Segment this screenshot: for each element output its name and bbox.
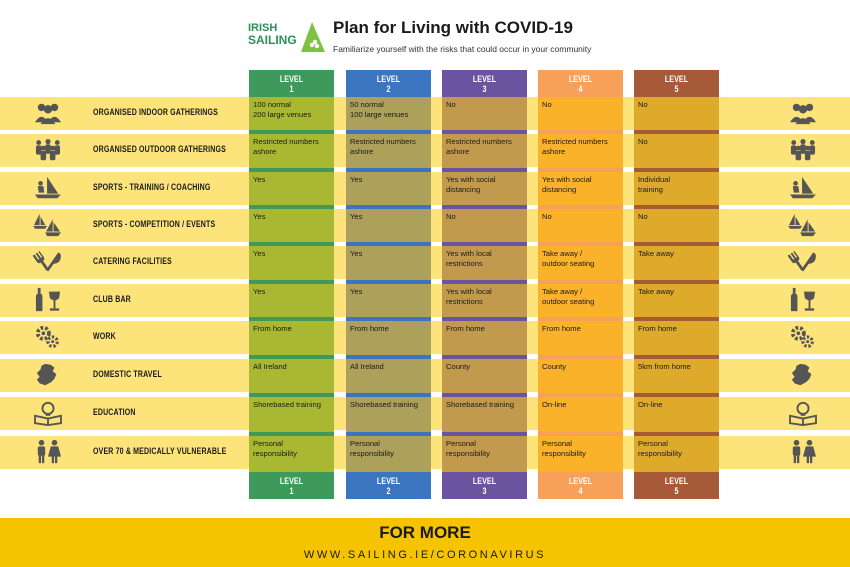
table-cell bbox=[346, 436, 431, 469]
row-label: DOMESTIC TRAVEL bbox=[93, 369, 162, 379]
level-label: LEVEL bbox=[279, 476, 304, 486]
cell-line: Shorebased training bbox=[350, 400, 418, 409]
level-number: 3 bbox=[482, 486, 487, 496]
cell-line: Yes bbox=[253, 249, 266, 258]
sailing-person-icon bbox=[786, 175, 820, 201]
row-label: OVER 70 & MEDICALLY VULNERABLE bbox=[93, 446, 227, 456]
table-cell bbox=[634, 397, 719, 430]
cell-line: No bbox=[638, 212, 648, 221]
level-label: LEVEL bbox=[279, 74, 304, 84]
cell-line: Shorebased training bbox=[253, 400, 321, 409]
table-cell bbox=[346, 359, 431, 392]
cell-line: outdoor seating bbox=[542, 297, 595, 306]
table-cell bbox=[634, 97, 719, 130]
cell-line: Yes bbox=[350, 249, 363, 258]
level-label: LEVEL bbox=[472, 74, 497, 84]
logo-text-sailing: SAILING bbox=[248, 33, 297, 47]
table-cell bbox=[249, 284, 334, 317]
cell-line: Shorebased training bbox=[446, 400, 514, 409]
cell-line: Take away / bbox=[542, 249, 583, 258]
cell-line: Take away bbox=[638, 249, 674, 258]
table-cell bbox=[442, 436, 527, 469]
cell-line: ashore bbox=[253, 147, 277, 156]
cell-line: From home bbox=[638, 324, 677, 333]
cell-line: Personal bbox=[638, 439, 668, 448]
header-level-3 bbox=[442, 70, 527, 97]
sailboats-icon bbox=[786, 212, 820, 238]
cutlery-icon bbox=[786, 249, 820, 275]
table-cell bbox=[346, 246, 431, 279]
table-cell bbox=[634, 321, 719, 354]
wine-icon bbox=[786, 287, 820, 313]
table-cell bbox=[249, 359, 334, 392]
cell-line: On-line bbox=[542, 400, 567, 409]
table-cell bbox=[538, 97, 623, 130]
cell-line: From home bbox=[446, 324, 485, 333]
cell-line: Yes bbox=[350, 175, 363, 184]
table-cell bbox=[346, 134, 431, 167]
ireland-map-icon bbox=[31, 362, 65, 388]
cell-line: 100 normal bbox=[253, 100, 291, 109]
header-level-2 bbox=[346, 70, 431, 97]
table-cell bbox=[538, 284, 623, 317]
table-cell bbox=[442, 359, 527, 392]
table-cell bbox=[634, 284, 719, 317]
table-cell bbox=[538, 209, 623, 242]
crowd-icon bbox=[31, 137, 65, 163]
cell-line: From home bbox=[542, 324, 581, 333]
table-cell bbox=[538, 397, 623, 430]
level-number: 5 bbox=[674, 84, 679, 94]
table-cell bbox=[634, 172, 719, 205]
gears-icon bbox=[786, 324, 820, 350]
table-cell bbox=[442, 172, 527, 205]
cell-line: County bbox=[542, 362, 567, 371]
level-label: LEVEL bbox=[664, 74, 689, 84]
footer-level-3 bbox=[442, 472, 527, 499]
sailboats-icon bbox=[31, 212, 65, 238]
table-cell bbox=[249, 172, 334, 205]
cell-line: responsibility bbox=[446, 449, 490, 458]
cell-line: Take away / bbox=[542, 287, 583, 296]
table-cell bbox=[634, 246, 719, 279]
table-cell bbox=[346, 97, 431, 130]
logo-text-irish: IRISH bbox=[248, 22, 278, 34]
row-label: CATERING FACILITIES bbox=[93, 256, 172, 266]
cutlery-icon bbox=[31, 249, 65, 275]
website-link[interactable]: WWW.SAILING.IE/CORONAVIRUS bbox=[303, 549, 547, 561]
cell-line: Personal bbox=[350, 439, 380, 448]
cell-line: ashore bbox=[350, 147, 374, 156]
level-number: 4 bbox=[578, 84, 583, 94]
table-cell bbox=[634, 134, 719, 167]
level-number: 1 bbox=[289, 84, 294, 94]
table-cell bbox=[538, 359, 623, 392]
table-cell bbox=[538, 172, 623, 205]
header-level-5 bbox=[634, 70, 719, 97]
cell-line: Personal bbox=[542, 439, 572, 448]
footer-level-1 bbox=[249, 472, 334, 499]
cell-line: Yes with social bbox=[446, 175, 496, 184]
man-woman-icon bbox=[786, 439, 820, 465]
man-woman-icon bbox=[31, 439, 65, 465]
crowd-icon bbox=[786, 137, 820, 163]
row-label: CLUB BAR bbox=[93, 294, 131, 304]
row-label: ORGANISED OUTDOOR GATHERINGS bbox=[93, 144, 226, 154]
cell-line: outdoor seating bbox=[542, 259, 595, 268]
cell-line: 200 large venues bbox=[253, 110, 312, 119]
sail-logo-icon bbox=[300, 20, 326, 54]
cell-line: Take away bbox=[638, 287, 674, 296]
people-group-icon bbox=[786, 100, 820, 126]
book-bulb-icon bbox=[786, 400, 820, 426]
level-number: 1 bbox=[289, 486, 294, 496]
level-label: LEVEL bbox=[664, 476, 689, 486]
level-number: 5 bbox=[674, 486, 679, 496]
wine-icon bbox=[31, 287, 65, 313]
cell-line: Yes bbox=[253, 175, 266, 184]
cell-line: No bbox=[446, 100, 456, 109]
table-cell bbox=[538, 246, 623, 279]
cell-line: No bbox=[446, 212, 456, 221]
cell-line: Restricted numbers bbox=[350, 137, 416, 146]
table-cell bbox=[442, 209, 527, 242]
table-cell bbox=[346, 284, 431, 317]
level-number: 4 bbox=[578, 486, 583, 496]
cell-line: 100 large venues bbox=[350, 110, 409, 119]
level-label: LEVEL bbox=[376, 74, 401, 84]
table-cell bbox=[538, 321, 623, 354]
cell-line: Personal bbox=[446, 439, 476, 448]
table-cell bbox=[538, 134, 623, 167]
cell-line: 50 normal bbox=[350, 100, 384, 109]
irish-sailing-logo bbox=[248, 20, 328, 56]
gears-icon bbox=[31, 324, 65, 350]
cell-line: Yes with social bbox=[542, 175, 592, 184]
cell-line: Yes with local bbox=[446, 287, 492, 296]
cell-line: Restricted numbers bbox=[446, 137, 512, 146]
cell-line: ashore bbox=[446, 147, 470, 156]
page-title: Plan for Living with COVID-19 bbox=[333, 18, 573, 37]
row-label: SPORTS - COMPETITION / EVENTS bbox=[93, 219, 216, 229]
level-label: LEVEL bbox=[568, 74, 593, 84]
cell-line: training bbox=[638, 185, 663, 194]
row-label: SPORTS - TRAINING / COACHING bbox=[93, 182, 211, 192]
cell-line: responsibility bbox=[253, 449, 297, 458]
page-subtitle: Familiarize yourself with the risks that could occur in your community bbox=[333, 44, 592, 54]
table-cell bbox=[442, 397, 527, 430]
cell-line: Yes bbox=[253, 212, 266, 221]
people-group-icon bbox=[31, 100, 65, 126]
table-cell bbox=[442, 321, 527, 354]
cell-line: Yes bbox=[350, 287, 363, 296]
cell-line: From home bbox=[253, 324, 292, 333]
row-label: EDUCATION bbox=[93, 407, 136, 417]
cell-line: Restricted numbers bbox=[253, 137, 319, 146]
table-cell bbox=[634, 359, 719, 392]
sailing-person-icon bbox=[31, 175, 65, 201]
cell-line: Individual bbox=[638, 175, 671, 184]
cell-line: All Ireland bbox=[253, 362, 287, 371]
table-cell bbox=[634, 436, 719, 469]
table-cell bbox=[442, 97, 527, 130]
table-cell bbox=[249, 397, 334, 430]
table-cell bbox=[249, 209, 334, 242]
row-label: ORGANISED INDOOR GATHERINGS bbox=[93, 107, 218, 117]
cell-line: restrictions bbox=[446, 259, 483, 268]
table-cell bbox=[538, 436, 623, 469]
header-level-1 bbox=[249, 70, 334, 97]
ireland-map-icon bbox=[786, 362, 820, 388]
cell-line: distancing bbox=[542, 185, 577, 194]
table-cell bbox=[249, 246, 334, 279]
cell-line: All Ireland bbox=[350, 362, 384, 371]
cell-line: Yes bbox=[253, 287, 266, 296]
cell-line: ashore bbox=[542, 147, 566, 156]
table-cell bbox=[442, 134, 527, 167]
book-bulb-icon bbox=[31, 400, 65, 426]
level-number: 2 bbox=[386, 84, 391, 94]
cell-line: responsibility bbox=[350, 449, 394, 458]
level-label: LEVEL bbox=[376, 476, 401, 486]
level-number: 2 bbox=[386, 486, 391, 496]
footer-level-5 bbox=[634, 472, 719, 499]
cell-line: distancing bbox=[446, 185, 481, 194]
cell-line: restrictions bbox=[446, 297, 483, 306]
cell-line: No bbox=[542, 212, 552, 221]
cell-line: No bbox=[638, 100, 648, 109]
cell-line: On-line bbox=[638, 400, 663, 409]
cell-line: Personal bbox=[253, 439, 283, 448]
footer-heading: FOR MORE bbox=[379, 523, 471, 542]
header-level-4 bbox=[538, 70, 623, 97]
level-label: LEVEL bbox=[472, 476, 497, 486]
table-cell bbox=[634, 209, 719, 242]
cell-line: Yes bbox=[350, 212, 363, 221]
table-cell bbox=[346, 397, 431, 430]
cell-line: 5km from home bbox=[638, 362, 691, 371]
row-label: WORK bbox=[93, 331, 116, 341]
table-cell bbox=[442, 284, 527, 317]
table-cell bbox=[249, 321, 334, 354]
cell-line: responsibility bbox=[638, 449, 682, 458]
level-number: 3 bbox=[482, 84, 487, 94]
table-cell bbox=[249, 436, 334, 469]
table-cell bbox=[346, 172, 431, 205]
footer-level-2 bbox=[346, 472, 431, 499]
level-label: LEVEL bbox=[568, 476, 593, 486]
cell-line: responsibility bbox=[542, 449, 586, 458]
table-cell bbox=[442, 246, 527, 279]
cell-line: No bbox=[638, 137, 648, 146]
cell-line: No bbox=[542, 100, 552, 109]
table-cell bbox=[249, 97, 334, 130]
table-cell bbox=[346, 209, 431, 242]
table-cell bbox=[249, 134, 334, 167]
footer-level-4 bbox=[538, 472, 623, 499]
cell-line: County bbox=[446, 362, 471, 371]
cell-line: From home bbox=[350, 324, 389, 333]
cell-line: Yes with local bbox=[446, 249, 492, 258]
cell-line: Restricted numbers bbox=[542, 137, 608, 146]
table-cell bbox=[346, 321, 431, 354]
